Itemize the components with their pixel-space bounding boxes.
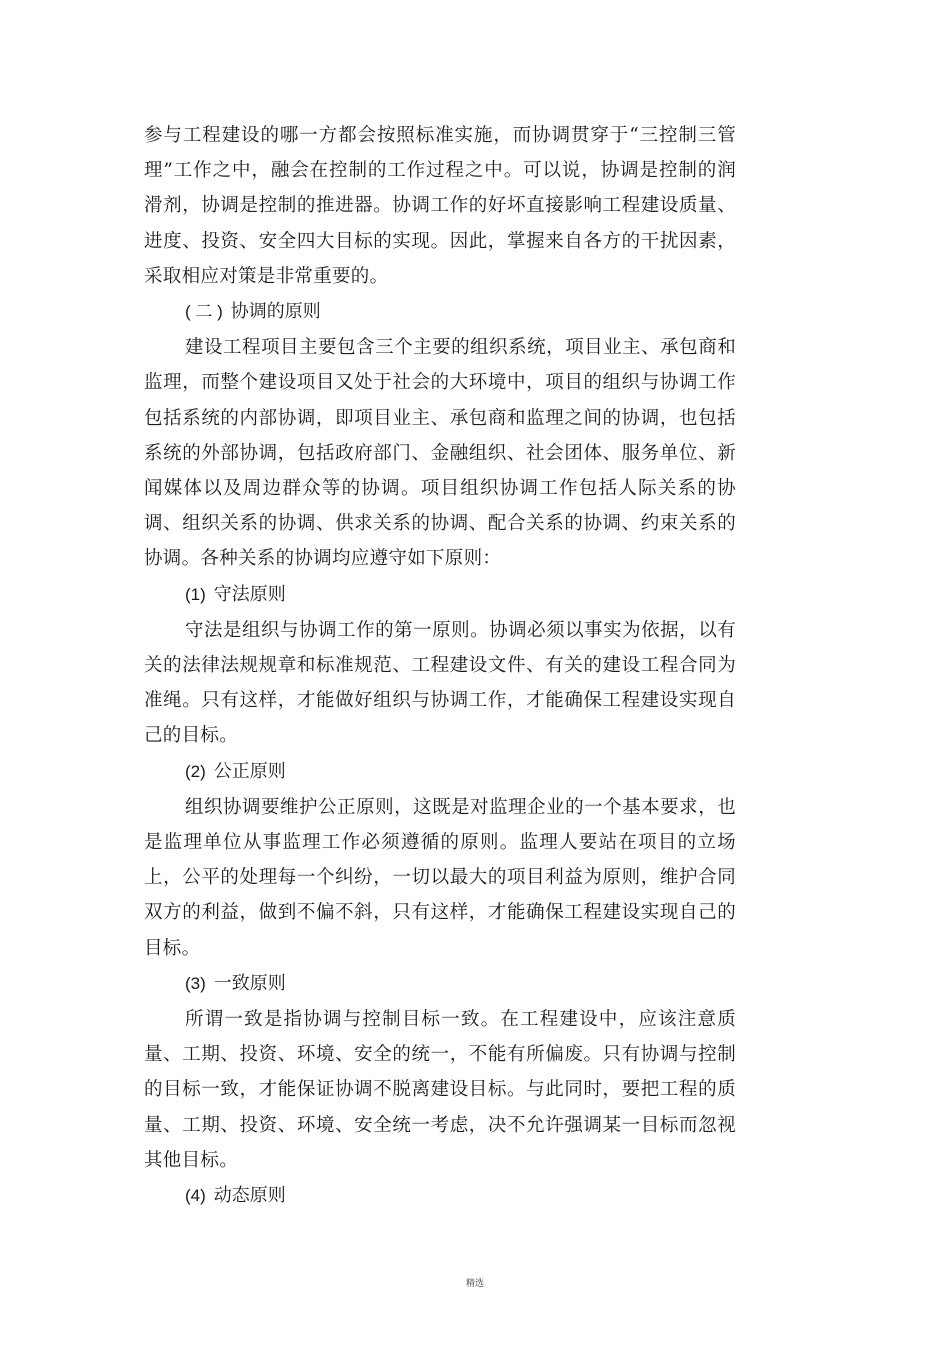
subheading-fairness-principle: [144, 754, 736, 790]
heading-label: 守法原则: [213, 583, 286, 605]
heading-label: 协调的原则: [230, 301, 321, 323]
document-body: [144, 118, 736, 1214]
section-heading-coordination-principles: [144, 294, 736, 330]
subheading-law-principle: [144, 577, 736, 613]
heading-number: (3): [185, 973, 206, 993]
heading-label: 动态原则: [213, 1185, 286, 1207]
paragraph-fairness-principle: 组织协调要维护公正原则，这既是对监理企业的一个基本要求，也是监理单位从事监理工作必须遵循的原则。监理人要站在项目的立场上，公平的处理每一个纠纷，一切以最大的项目利益为原则，维护合同双方的利益，做到不偏不斜，只有这样，才能确保工程建设实现自己的目标。: [144, 796, 736, 959]
heading-number: (2): [185, 761, 206, 781]
heading-number: (1): [185, 584, 206, 604]
heading-label: 一致原则: [213, 972, 286, 994]
paragraph-law-principle: 守法是组织与协调工作的第一原则。协调必须以事实为依据，以有关的法律法规规章和标准规范、工程建设文件、有关的建设工程合同为准绳。只有这样，才能做好组织与协调工作，才能确保工程建设实现自己的目标。: [144, 619, 736, 747]
subheading-dynamic-principle: [144, 1178, 736, 1214]
heading-label: 公正原则: [213, 760, 286, 782]
heading-number: ( 二 ): [185, 302, 223, 322]
subheading-consistency-principle: [144, 966, 736, 1002]
page-footer: 精选: [465, 1279, 484, 1289]
paragraph-intro: 参与工程建设的哪一方都会按照标准实施，而协调贯穿于“三控制三管理”工作之中，融会在控制的工作过程之中。可以说，协调是控制的润滑剂，协调是控制的推进器。协调工作的好坏直接影响工程建设质量、进度、投资、安全四大目标的实现。因此，掌握来自各方的干扰因素，采取相应对策是非常重要的。: [144, 125, 736, 287]
heading-number: (4): [185, 1186, 206, 1206]
paragraph-organization-systems: 建设工程项目主要包含三个主要的组织系统，项目业主、承包商和监理，而整个建设项目又处于社会的大环境中，项目的组织与协调工作包括系统的内部协调，即项目业主、承包商和监理之间的协调，也包括系统的外部协调，包括政府部门、金融组织、社会团体、服务单位、新闻媒体以及周边群众等的协调。项目组织协调工作包括人际关系的协调、组织关系的协调、供求关系的协调、配合关系的协调、约束关系的协调。各种关系的协调均应遵守如下原则：: [144, 337, 736, 570]
paragraph-consistency-principle: 所谓一致是指协调与控制目标一致。在工程建设中，应该注意质量、工期、投资、环境、安全的统一，不能有所偏废。只有协调与控制的目标一致，才能保证协调不脱离建设目标。与此同时，要把工程的质量、工期、投资、环境、安全统一考虑，决不允许强调某一目标而忽视其他目标。: [144, 1009, 736, 1171]
